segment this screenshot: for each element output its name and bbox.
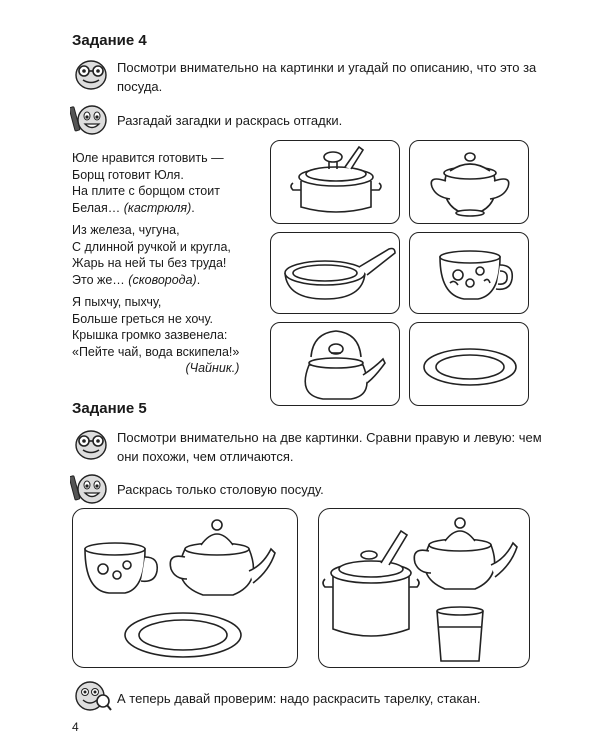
riddle-line: Это же… [72, 272, 125, 287]
riddle-line: Белая… [72, 200, 121, 215]
riddle-line: Я пыхчу, пыхчу, [72, 295, 162, 309]
teapot-icon [414, 518, 517, 589]
task5-instruction2: Раскрась только столовую посуду. [117, 482, 324, 497]
task5-instruction: Посмотри внимательно на две картинки. Сравни правую и левую: чем они похожи, чем отличаются. [117, 430, 542, 464]
riddle-saucepan [72, 150, 224, 216]
right-dishes-picture[interactable] [318, 508, 530, 668]
teacup-picture[interactable] [409, 232, 529, 314]
riddle-line: Юле нравится готовить — [72, 151, 224, 165]
task4-instruction: Посмотри внимательно на картинки и угадай по описанию, что это за посуда. [117, 60, 537, 94]
frying-pan-icon [271, 233, 401, 315]
task5-check: А теперь давай проверим: надо раскрасить тарелку, стакан. [117, 691, 481, 706]
riddle-frying-pan [72, 222, 231, 288]
plate-icon [410, 323, 530, 407]
task4-instruction2: Разгадай загадки и раскрась отгадки. [117, 113, 343, 128]
riddle-answer: (сковорода) [128, 272, 197, 287]
riddle-end: . [191, 200, 195, 215]
riddle-end: . [196, 272, 201, 287]
sugar-bowl-icon [410, 141, 530, 225]
sugar-bowl-picture[interactable] [409, 140, 529, 224]
riddle-line: На плите с борщом стоит [72, 184, 220, 198]
plate-picture[interactable] [409, 322, 529, 406]
riddle-line: Борщ готовит Юля. [72, 167, 184, 182]
right-dishes-icons [319, 509, 531, 669]
left-dishes-icons [73, 509, 299, 669]
riddle-teapot [72, 294, 239, 377]
pencil-face-icon [70, 472, 110, 506]
glasses-face-icon [72, 427, 110, 461]
task5-title: Задание 5 [72, 400, 147, 417]
riddle-line: Жарь на ней ты без труда! [72, 256, 227, 270]
riddle-line: Больше греться не хочу. [72, 311, 214, 326]
saucepan-icon [271, 141, 401, 225]
riddle-line: Крышка громко зазвенела: [72, 328, 228, 342]
left-dishes-picture[interactable] [72, 508, 298, 668]
glass-icon [437, 607, 483, 661]
riddle-line: Из железа, чугуна, [72, 223, 180, 237]
kettle-icon [271, 323, 401, 407]
teacup-icon [410, 233, 530, 315]
riddle-line: «Пейте чай, вода вскипела!» [72, 344, 240, 359]
glasses-face-icon [72, 57, 110, 91]
riddle-answer: (Чайник.) [185, 361, 240, 375]
magnifier-face-icon [72, 679, 112, 713]
kettle-picture[interactable] [270, 322, 400, 406]
saucepan-picture[interactable] [270, 140, 400, 224]
saucepan-icon [323, 531, 419, 636]
riddle-line: С длинной ручкой и кругла, [72, 239, 231, 254]
teapot-icon [170, 520, 275, 595]
plate-icon [125, 613, 241, 657]
pencil-face-icon [70, 103, 110, 137]
riddle-answer: (кастрюля) [123, 200, 192, 215]
task4-title: Задание 4 [72, 32, 147, 49]
page-number: 4 [72, 720, 79, 734]
frying-pan-picture[interactable] [270, 232, 400, 314]
teacup-icon [85, 543, 157, 593]
